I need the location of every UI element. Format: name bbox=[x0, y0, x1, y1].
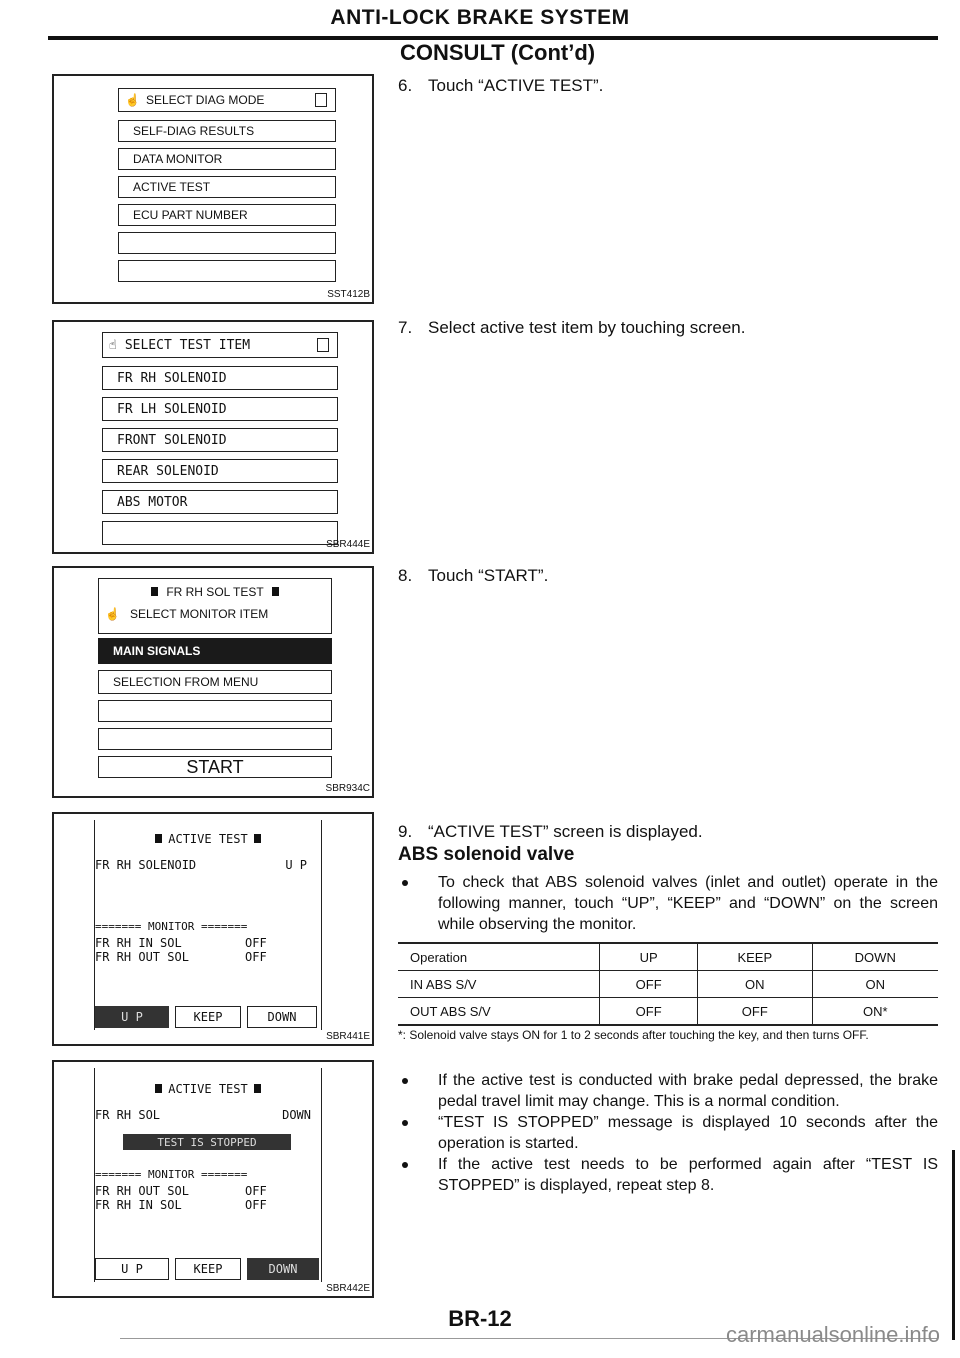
menu-self-diag-results[interactable]: SELF-DIAG RESULTS bbox=[118, 120, 336, 142]
monitor-row-value: OFF bbox=[245, 950, 267, 964]
back-icon[interactable] bbox=[315, 93, 327, 107]
select-monitor-line: ☝ SELECT MONITOR ITEM bbox=[105, 607, 269, 621]
bullet-dot bbox=[402, 1120, 408, 1126]
keep-button[interactable]: KEEP bbox=[175, 1258, 241, 1280]
hand-icon: ☝ bbox=[109, 337, 117, 353]
solenoid-label: FR RH SOLENOID bbox=[95, 858, 197, 872]
monitor-row-value: OFF bbox=[245, 1184, 267, 1198]
solenoid-state: U P bbox=[285, 858, 307, 872]
watermark: carmanualsonline.info bbox=[725, 1322, 940, 1347]
operation-table bbox=[398, 942, 938, 1026]
active-test-title: ACTIVE TEST bbox=[95, 832, 321, 846]
test-stopped-banner: TEST IS STOPPED bbox=[123, 1134, 291, 1150]
table-row: OUT ABS S/V OFF OFF ON* bbox=[398, 998, 938, 1026]
figure-start-screen bbox=[52, 566, 374, 798]
step-7: 7. Select active test item by touching screen. bbox=[398, 318, 746, 337]
table-row: IN ABS S/V OFF ON ON bbox=[398, 971, 938, 998]
menu-blank-2[interactable] bbox=[118, 260, 336, 282]
blank-button-2[interactable] bbox=[98, 728, 332, 750]
item-fr-rh-solenoid[interactable]: FR RH SOLENOID bbox=[102, 366, 338, 390]
screen-header-label: SELECT TEST ITEM bbox=[124, 337, 251, 353]
step-9: 9. “ACTIVE TEST” screen is displayed. bbox=[398, 822, 703, 841]
test-title: FR RH SOL TEST bbox=[99, 585, 331, 599]
monitor-row-label: FR RH OUT SOL bbox=[95, 1184, 189, 1198]
item-front-solenoid[interactable]: FRONT SOLENOID bbox=[102, 428, 338, 452]
table-footnote: *: Solenoid valve stays ON for 1 to 2 seconds after touching the key, and then turns OFF. bbox=[398, 1028, 869, 1042]
bullet-dot bbox=[402, 880, 408, 886]
solenoid-label: FR RH SOL bbox=[95, 1108, 161, 1122]
blank-button-1[interactable] bbox=[98, 700, 332, 722]
screen-header-label: SELECT DIAG MODE bbox=[145, 93, 265, 107]
screen bbox=[94, 820, 322, 1030]
monitor-row-label: FR RH IN SOL bbox=[95, 936, 182, 950]
figure-code: SST412B bbox=[327, 289, 370, 300]
section-title: ANTI-LOCK BRAKE SYSTEM bbox=[330, 6, 630, 29]
step-6: 6. Touch “ACTIVE TEST”. bbox=[398, 76, 604, 95]
screen-header bbox=[118, 88, 336, 112]
monitor-divider: ======= MONITOR ======= bbox=[95, 920, 248, 933]
screen-header bbox=[102, 332, 338, 358]
active-test-title: ACTIVE TEST bbox=[95, 1082, 321, 1096]
figure-select-diag-mode bbox=[52, 74, 374, 304]
monitor-row-label: FR RH OUT SOL bbox=[95, 950, 189, 964]
item-rear-solenoid[interactable]: REAR SOLENOID bbox=[102, 459, 338, 483]
down-button[interactable]: DOWN bbox=[247, 1258, 319, 1280]
item-abs-motor[interactable]: ABS MOTOR bbox=[102, 490, 338, 514]
menu-data-monitor[interactable]: DATA MONITOR bbox=[118, 148, 336, 170]
figure-code: SBR934C bbox=[325, 783, 370, 794]
menu-active-test[interactable]: ACTIVE TEST bbox=[118, 176, 336, 198]
bullet-check-solenoid: To check that ABS solenoid valves (inlet and outlet) operate in the following manner, touch “UP”, “KEEP” and “DOWN” on the screen while observing the monitor. bbox=[398, 872, 938, 935]
hand-icon: ☝ bbox=[105, 607, 120, 621]
screen-header bbox=[98, 578, 332, 634]
bullet-dot bbox=[402, 1078, 408, 1084]
monitor-row-value: OFF bbox=[245, 936, 267, 950]
menu-ecu-part-number[interactable]: ECU PART NUMBER bbox=[118, 204, 336, 226]
monitor-row-value: OFF bbox=[245, 1198, 267, 1212]
page-edge-bar bbox=[952, 1150, 955, 1340]
hand-icon: ☝ bbox=[125, 93, 140, 107]
up-button[interactable]: U P bbox=[95, 1258, 169, 1280]
start-button[interactable]: START bbox=[98, 756, 332, 778]
figure-active-test-up bbox=[52, 812, 374, 1046]
page-number: BR-12 bbox=[448, 1306, 512, 1331]
solenoid-state: DOWN bbox=[282, 1108, 311, 1122]
bullet-brake-pedal: If the active test is conducted with brake pedal depressed, the brake pedal travel limit may change. This is a normal condition. bbox=[398, 1070, 938, 1112]
selection-from-menu-button[interactable]: SELECTION FROM MENU bbox=[98, 670, 332, 694]
main-signals-button[interactable]: MAIN SIGNALS bbox=[98, 638, 332, 664]
screen bbox=[110, 88, 342, 278]
screen bbox=[94, 332, 344, 532]
figure-code: SBR441E bbox=[326, 1031, 370, 1042]
down-button[interactable]: DOWN bbox=[247, 1006, 317, 1028]
figure-select-test-item bbox=[52, 320, 374, 554]
figure-code: SBR442E bbox=[326, 1283, 370, 1294]
item-blank[interactable] bbox=[102, 521, 338, 545]
abs-solenoid-heading: ABS solenoid valve bbox=[398, 844, 575, 865]
menu-blank-1[interactable] bbox=[118, 232, 336, 254]
screen bbox=[94, 1068, 322, 1282]
bullet-repeat-step: If the active test needs to be performed again after “TEST IS STOPPED” is displayed, repeat step 8. bbox=[398, 1154, 938, 1196]
item-fr-lh-solenoid[interactable]: FR LH SOLENOID bbox=[102, 397, 338, 421]
bullet-test-stopped: “TEST IS STOPPED” message is displayed 10 seconds after the operation is started. bbox=[398, 1112, 938, 1154]
up-button[interactable]: U P bbox=[95, 1006, 169, 1028]
monitor-row-label: FR RH IN SOL bbox=[95, 1198, 182, 1212]
table-header-row: Operation UP KEEP DOWN bbox=[398, 943, 938, 971]
monitor-divider: ======= MONITOR ======= bbox=[95, 1168, 248, 1181]
step-8: 8. Touch “START”. bbox=[398, 566, 549, 585]
bullet-dot bbox=[402, 1162, 408, 1168]
figure-active-test-down bbox=[52, 1060, 374, 1298]
back-icon[interactable] bbox=[317, 338, 329, 352]
screen bbox=[90, 578, 338, 778]
figure-code: SBR444E bbox=[326, 539, 370, 550]
section-subtitle: CONSULT (Cont’d) bbox=[400, 40, 596, 65]
keep-button[interactable]: KEEP bbox=[175, 1006, 241, 1028]
